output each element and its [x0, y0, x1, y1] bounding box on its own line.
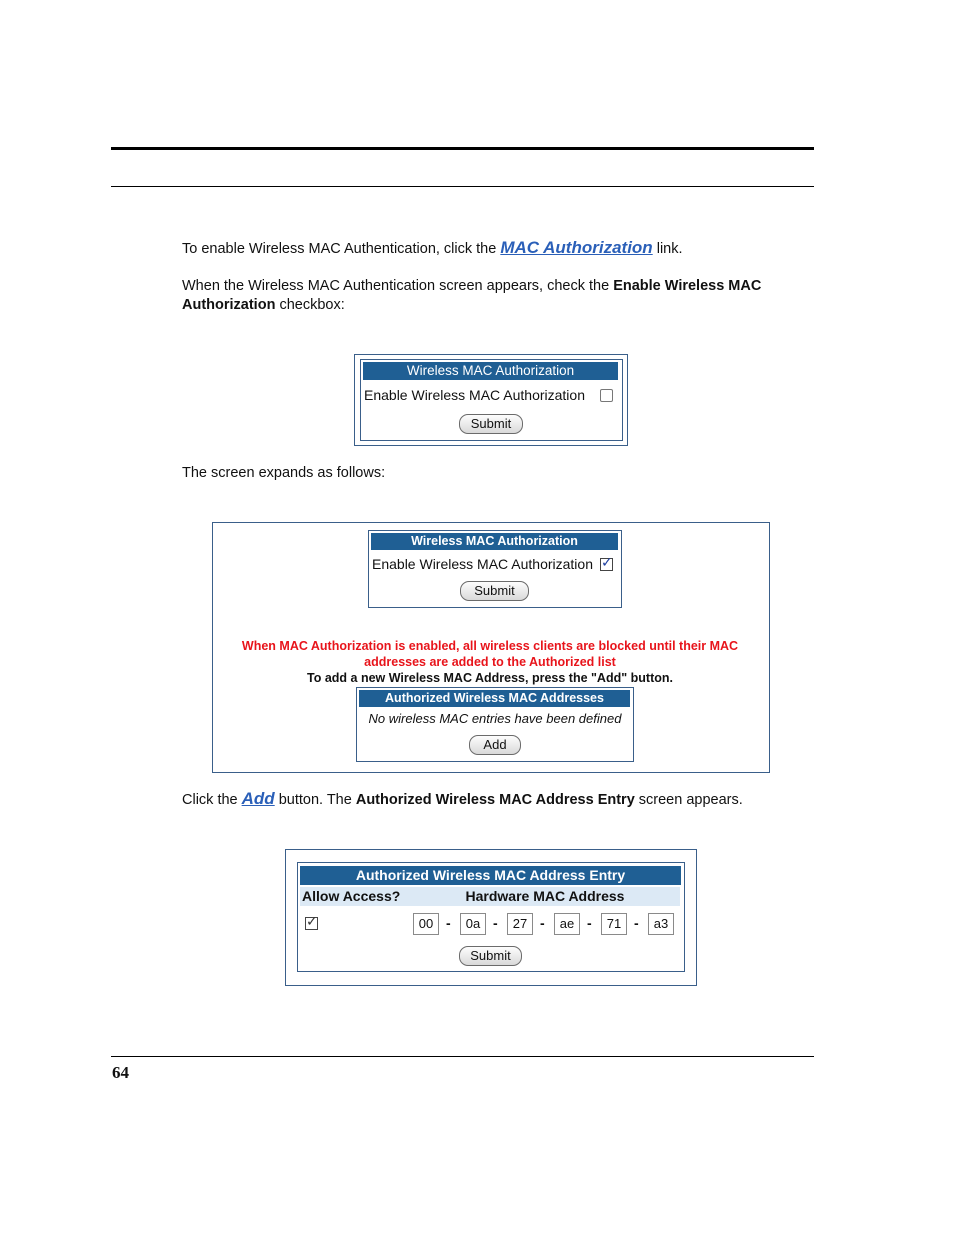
- mac-authorization-link[interactable]: MAC Authorization: [500, 238, 653, 257]
- figure-1-enable-label: Enable Wireless MAC Authorization: [364, 387, 585, 403]
- mac-separator: -: [634, 915, 639, 931]
- mac-warning-line-2: addresses are added to the Authorized list: [364, 655, 616, 669]
- figure-3-submit-button[interactable]: Submit: [459, 946, 522, 966]
- mac-octet-5-input[interactable]: 71: [601, 913, 627, 935]
- add-link[interactable]: Add: [241, 789, 275, 808]
- mac-separator: -: [587, 915, 592, 931]
- add-button[interactable]: Add: [469, 735, 521, 755]
- page-number: 64: [112, 1063, 129, 1082]
- figure-1-submit-button[interactable]: Submit: [459, 414, 523, 434]
- mac-separator: -: [540, 915, 545, 931]
- mac-warning-line-1: When MAC Authorization is enabled, all wireless clients are blocked until their MAC: [241, 639, 739, 653]
- mac-octet-3-input[interactable]: 27: [507, 913, 533, 935]
- add-instruction: To add a new Wireless MAC Address, press the "Add" button.: [307, 671, 673, 685]
- no-entries-text: No wireless MAC entries have been defined: [368, 711, 622, 726]
- hardware-mac-column-header: Hardware MAC Address: [410, 887, 680, 906]
- top-thin-rule: [111, 186, 814, 187]
- allow-access-checkbox[interactable]: [305, 913, 318, 930]
- expands-text: The screen expands as follows:: [182, 465, 386, 481]
- checkmark-icon: ✓: [601, 554, 613, 570]
- mac-octet-6-input[interactable]: a3: [648, 913, 674, 935]
- footer-rule: [111, 1056, 814, 1057]
- figure-1-header: Wireless MAC Authorization: [363, 362, 618, 380]
- mac-octet-2-input[interactable]: 0a: [460, 913, 486, 935]
- checkmark-icon: ✓: [306, 913, 318, 929]
- intro-paragraph-2: When the Wireless MAC Authentication screen appears, check the Enable Wireless MAC Authorization checkbox:: [182, 278, 762, 313]
- allow-access-column-header: Allow Access?: [300, 887, 410, 906]
- intro-paragraph-1: To enable Wireless MAC Authentication, click the MAC Authorization link.: [182, 238, 683, 257]
- figure-2-submit-button[interactable]: Submit: [460, 581, 529, 601]
- authorized-list-header: Authorized Wireless MAC Addresses: [359, 690, 630, 707]
- figure-2-enable-label: Enable Wireless MAC Authorization: [372, 556, 593, 572]
- mac-separator: -: [493, 915, 498, 931]
- mac-octet-1-input[interactable]: 00: [413, 913, 439, 935]
- figure-2-header: Wireless MAC Authorization: [371, 533, 618, 550]
- mac-separator: -: [446, 915, 451, 931]
- mac-octet-4-input[interactable]: ae: [554, 913, 580, 935]
- figure-3-header: Authorized Wireless MAC Address Entry: [300, 866, 681, 885]
- figure-2-enable-checkbox[interactable]: [600, 554, 613, 571]
- click-add-paragraph: Click the Add button. The Authorized Wireless MAC Address Entry screen appears.: [182, 789, 743, 808]
- top-thick-rule: [111, 147, 814, 150]
- figure-1-enable-checkbox[interactable]: [600, 389, 613, 402]
